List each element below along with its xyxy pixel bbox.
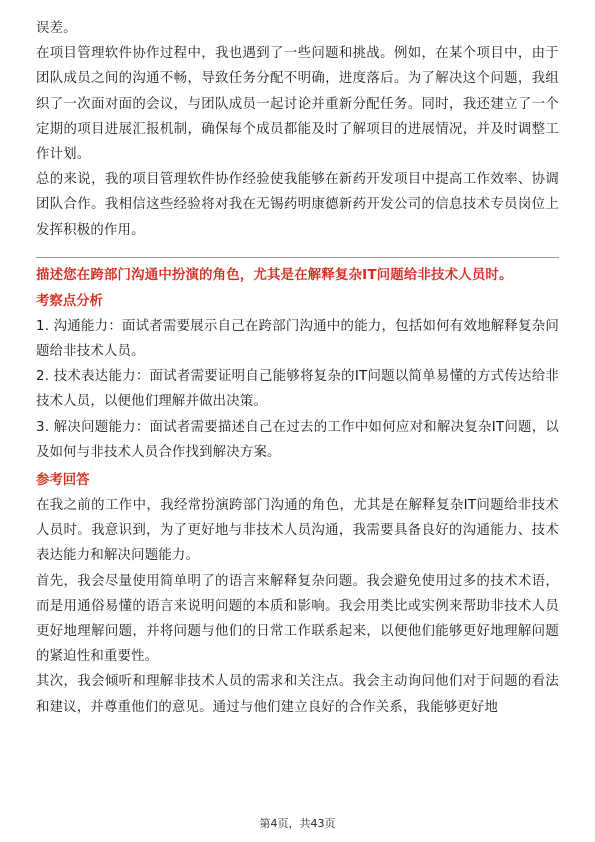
analysis-item-1: 1. 沟通能力：面试者需要展示自己在跨部门沟通中的能力，包括如何有效地解释复杂问题给非技术人员。: [36, 318, 559, 360]
question-title: 描述您在跨部门沟通中扮演的角色，尤其是在解释复杂IT问题给非技术人员时。: [36, 267, 513, 283]
answer-paragraph-1: 在我之前的工作中，我经常扮演跨部门沟通的角色，尤其是在解释复杂IT问题给非技术人员时。我意识到，为了更好地与非技术人员沟通，我需要具备良好的沟通能力、技术表达能力和解决问题能力。: [36, 498, 559, 564]
analysis-item-3: 3. 解决问题能力：面试者需要描述自己在过去的工作中如何应对和解决复杂IT问题，以及如何与非技术人员合作找到解决方案。: [36, 419, 559, 460]
intro-paragraph-1: 误差。: [36, 21, 77, 36]
intro-paragraph-2: 在项目管理软件协作过程中，我也遇到了一些问题和挑战。例如，在某个项目中，由于团队成员之间的沟通不畅，导致任务分配不明确，进度落后。为了解决这个问题，我组织了一次面对面的会议，与团队成员一起讨论并重新分配任务。同时，我还建立了一个定期的项目进展汇报机制，确保每个成员都能及时了解项目的进展情况，并及时调整工作计划。: [36, 46, 559, 163]
analysis-heading: 考察点分析: [36, 293, 103, 309]
analysis-item-2: 2. 技术表达能力：面试者需要证明自己能够将复杂的IT问题以简单易懂的方式传达给非技术人员，以便他们理解并做出决策。: [36, 369, 559, 410]
answer-heading: 参考回答: [36, 473, 90, 489]
answer-paragraph-3: 其次，我会倾听和理解非技术人员的需求和关注点。我会主动询问他们对于问题的看法和建议，并尊重他们的意见。通过与他们建立良好的合作关系，我能够更好地: [36, 674, 559, 715]
page-footer: 第4页，共43页: [259, 817, 336, 830]
answer-paragraph-2: 首先，我会尽量使用简单明了的语言来解释复杂问题。我会避免使用过多的技术术语，而是用通俗易懂的语言来说明问题的本质和影响。我会用类比或实例来帮助非技术人员更好地理解问题，并将问题与他们的日常工作联系起来，以便他们能够更好地理解问题的紧迫性和重要性。: [36, 573, 559, 665]
document-page: [36, 16, 559, 720]
section-divider: [36, 257, 559, 258]
intro-paragraph-3: 总的来说，我的项目管理软件协作经验使我能够在新药开发项目中提高工作效率、协调团队合作。我相信这些经验将对我在无锡药明康德新药开发公司的信息技术专员岗位上发挥积极的作用。: [36, 172, 559, 238]
